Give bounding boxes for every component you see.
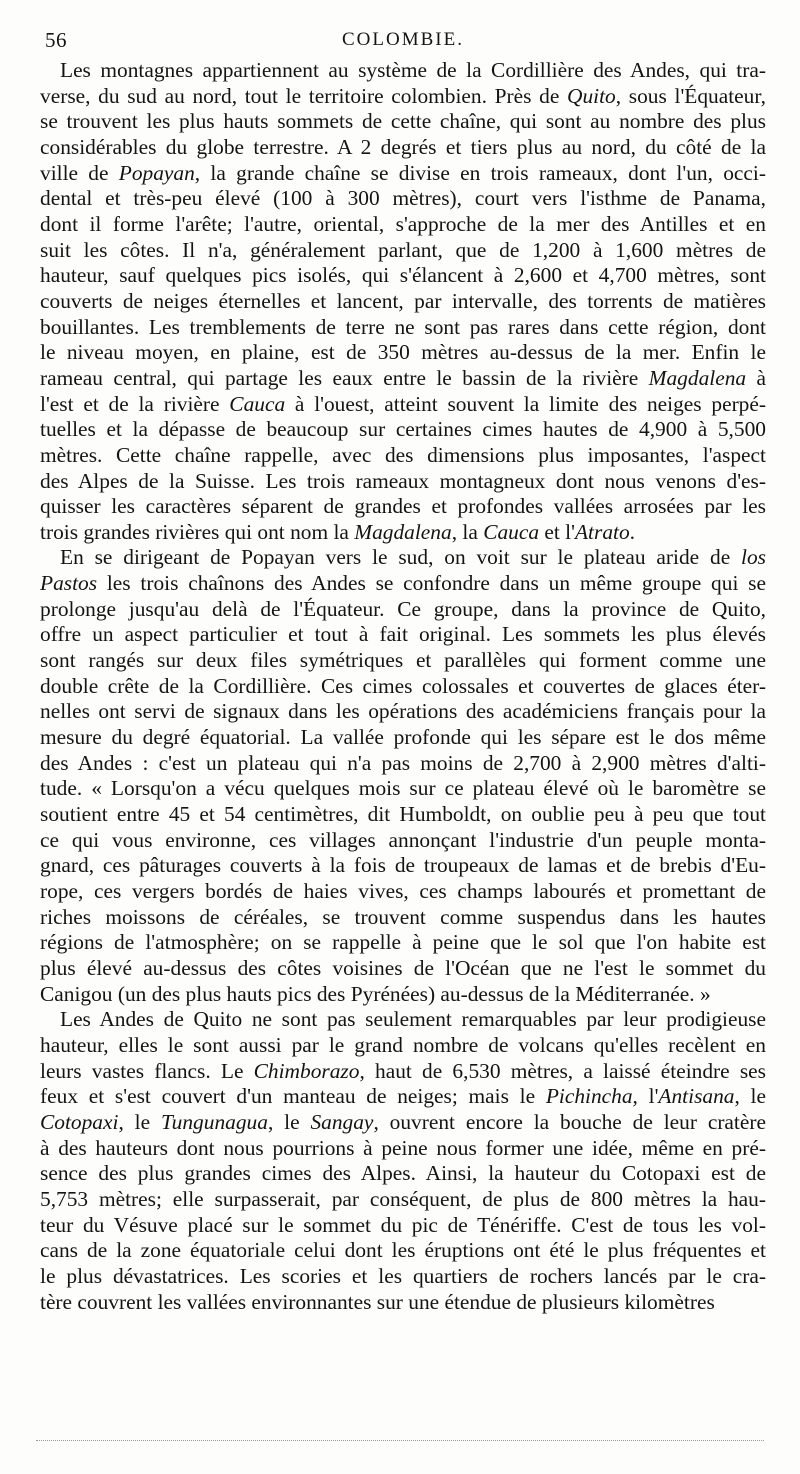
text-line [40,879,766,905]
text-run: , la grande chaîne se divise en trois rameaux, dont l'un, occi- [194,160,766,185]
text-run: à des hauteurs dont nous pourrions à peine nous former une idée, même en pré- [40,1135,766,1160]
text-run: soutient entre 45 et 54 centimètres, dit Humboldt, on oublie peu à peu que tout [40,802,766,827]
text-line [40,776,766,802]
text-run: sence des plus grandes cimes des Alpes. Ainsi, la hauteur du Cotopaxi est de [40,1161,766,1186]
italic-term: Cauca [229,391,286,416]
text-run: riches moissons de céréales, se trouvent comme suspendus dans les hautes [40,904,766,929]
italic-term: Magdalena [354,519,452,544]
text-run: , la [451,519,484,544]
italic-term: Atrato [574,519,630,544]
text-line [40,751,766,777]
text-line [40,1161,766,1187]
text-run: teur du Vésuve placé sur le sommet du pic de Ténériffe. C'est de tous les vol- [40,1212,766,1237]
text-line [40,135,766,161]
text-run: ce qui vous environne, ces villages annonçant l'industrie d'un peuple monta- [40,827,766,852]
italic-term: Magdalena [648,365,747,390]
text-line [40,84,766,110]
text-run: régions de l'atmosphère; on se rappelle à peine que le sol que l'on habite est [40,930,766,955]
italic-term: Cauca [483,519,540,544]
text-run: des Andes : c'est un plateau qui n'a pas moins de 2,700 à 2,900 mètres d'alti- [40,750,766,775]
text-run: tude. « Lorsqu'on a vécu quelques mois sur ce plateau élevé où le baromètre se [40,776,766,801]
text-line [40,571,766,597]
text-line [40,545,766,571]
text-run: cans de la zone équatoriale celui dont les éruptions ont été le plus fréquentes et [40,1238,766,1263]
text-run: , sous l'Équateur, [615,83,766,108]
text-run: , ouvrent encore la bouche de leur cratère [373,1109,766,1134]
text-line [40,263,766,289]
text-line [40,1136,766,1162]
text-line [40,905,766,931]
text-run: Canigou (un des plus hauts pics des Pyrénées) au-dessus de la Méditerranée. » [40,981,711,1006]
text-run: gnard, ces pâturages couverts à la fois de troupeaux de lamas et de brebis d'Eu- [40,853,766,878]
text-run: feux et s'est couvert d'un manteau de neiges; mais le [40,1084,546,1109]
text-run: tuelles et la dépasse de beaucoup sur certaines cimes hautes de 4,900 à 5,500 [40,417,766,442]
page-header [40,26,766,58]
italic-term: Tungunagua [160,1109,268,1134]
text-line [40,1238,766,1264]
text-run: bouillantes. Les tremblements de terre ne sont pas rares dans cette région, dont [40,314,766,339]
italic-term: Chimborazo [253,1058,360,1083]
text-run: 5,753 mètres; elle surpasserait, par conséquent, de plus de 800 mètres la hau- [40,1186,766,1211]
text-line [40,648,766,674]
text-run: nelles ont servi de signaux dans les opérations des académiciens français pour la [40,699,766,724]
text-line [40,828,766,854]
italic-term: Popayan [118,160,195,185]
text-run: prolonge jusqu'au delà de l'Équateur. Ce groupe, dans la province de Quito, [40,596,766,621]
text-run: les trois chaînons des Andes se confondre dans un même groupe qui se [97,571,766,596]
text-run: offre un aspect particulier et tout à fait original. Les sommets les plus élevés [40,622,766,647]
text-line [40,1033,766,1059]
text-line [40,520,766,546]
body-text [40,58,766,1315]
text-run: rope, ces vergers bordés de haies vives, ces champs labourés et promettant de [40,879,766,903]
text-line [40,1084,766,1110]
text-run: , le [734,1084,766,1109]
text-run: verse, du sud au nord, tout le territoire colombien. Près de [40,83,568,108]
italic-term: Quito [567,83,616,108]
italic-term: Sangay [310,1109,374,1134]
text-line [40,725,766,751]
text-line [40,161,766,187]
text-run: , le [267,1109,311,1134]
text-run: , l' [632,1084,659,1109]
text-run: leurs vastes flancs. Le [40,1058,254,1083]
text-run: à l'ouest, atteint souvent la limite des neiges perpé- [285,391,766,416]
text-run: , haut de 6,530 mètres, a laissé éteindre ses [359,1058,766,1083]
text-line [40,212,766,238]
text-run: se trouvent les plus hauts sommets de cette chaîne, qui sont au nombre des plus [40,109,766,134]
text-run: , le [118,1109,161,1134]
text-run: hauteur, sauf quelques pics isolés, qui s'élancent à 2,600 et 4,700 mètres, sont [40,263,766,288]
text-run: double crête de la Cordillière. Ces cimes colossales et couvertes de glaces éter- [40,673,766,698]
italic-term: los [741,545,766,570]
text-line [40,392,766,418]
text-line [40,597,766,623]
text-run: quisser les caractères séparent de grandes et profondes vallées arrosées par les [40,494,766,519]
text-line [40,1264,766,1290]
text-line [40,1007,766,1033]
text-run: plus élevé au-dessus des côtes voisines de l'Océan que ne l'est le sommet du [40,955,766,980]
text-run: le niveau moyen, en plaine, est de 350 mètres au-dessus de la mer. Enfin le [40,340,766,365]
text-run: sont rangés sur deux files symétriques et parallèles qui forment comme une [40,648,766,673]
text-line [40,366,766,392]
text-line [40,1213,766,1239]
text-line [40,109,766,135]
text-line [40,340,766,366]
text-line [40,674,766,700]
text-line [40,802,766,828]
text-run: En se dirigeant de Popayan vers le sud, on voit sur le plateau aride de [60,545,742,570]
text-run: trois grandes rivières qui ont nom la [40,519,355,544]
text-run: dental et très-peu élevé (100 à 300 mètres), court vers l'isthme de Panama, [40,186,766,211]
text-line [40,622,766,648]
text-run: dont il forme l'arête; l'autre, oriental, s'approche de la mer des Antilles et en [40,211,766,236]
text-line [40,1290,766,1316]
text-run: considérables du globe terrestre. A 2 degrés et tiers plus au nord, du côté de la [40,134,766,159]
text-run: couverts de neiges éternelles et lancent, par intervalle, des torrents de matières [40,288,766,313]
italic-term: Antisana [658,1084,735,1109]
text-line [40,982,766,1008]
text-line [40,494,766,520]
paragraph [40,58,766,545]
text-line [40,853,766,879]
text-run: l'est et de la rivière [40,391,230,416]
text-line [40,238,766,264]
text-line [40,1110,766,1136]
text-line [40,956,766,982]
text-line [40,1187,766,1213]
page-number: 56 [45,28,67,52]
paragraph [40,545,766,1007]
text-run: ville de [40,160,119,185]
text-run: à [746,365,766,390]
text-run: mètres. Cette chaîne rappelle, avec des dimensions plus imposantes, l'aspect [40,442,766,467]
italic-term: Pichincha [545,1084,633,1109]
text-run: le plus dévastatrices. Les scories et les quartiers de rochers lancés par le cra- [40,1263,766,1288]
text-run: mesure du degré équatorial. La vallée profonde qui les sépare est le dos même [40,725,766,750]
text-run: suit les côtes. Il n'a, généralement parlant, que de 1,200 à 1,600 mètres de [40,237,766,262]
footer-dotted-rule [36,1440,764,1441]
text-run: tère couvrent les vallées environnantes sur une étendue de plusieurs kilomètres [40,1289,715,1314]
text-line [40,930,766,956]
text-line [40,186,766,212]
italic-term: Cotopaxi [40,1109,119,1134]
text-line [40,315,766,341]
text-run: hauteur, elles le sont aussi par le grand nombre de volcans qu'elles recèlent en [40,1032,766,1057]
text-run: des Alpes de la Suisse. Les trois rameaux montagneux dont nous venons d'es- [40,468,766,493]
text-run: Les montagnes appartiennent au système de la Cordillière des Andes, qui tra- [60,58,766,82]
paragraph [40,1007,766,1315]
text-line [40,469,766,495]
text-line [40,58,766,84]
text-run: . [629,519,636,544]
text-line [40,443,766,469]
text-run: et l' [539,519,575,544]
text-run: Les Andes de Quito ne sont pas seulement remarquables par leur prodigieuse [60,1007,766,1032]
text-line [40,289,766,315]
text-line [40,417,766,443]
text-line [40,1059,766,1085]
italic-term: Pastos [40,571,98,596]
text-run: rameau central, qui partage les eaux entre le bassin de la rivière [40,365,649,390]
text-line [40,699,766,725]
running-title: COLOMBIE. [342,29,464,50]
